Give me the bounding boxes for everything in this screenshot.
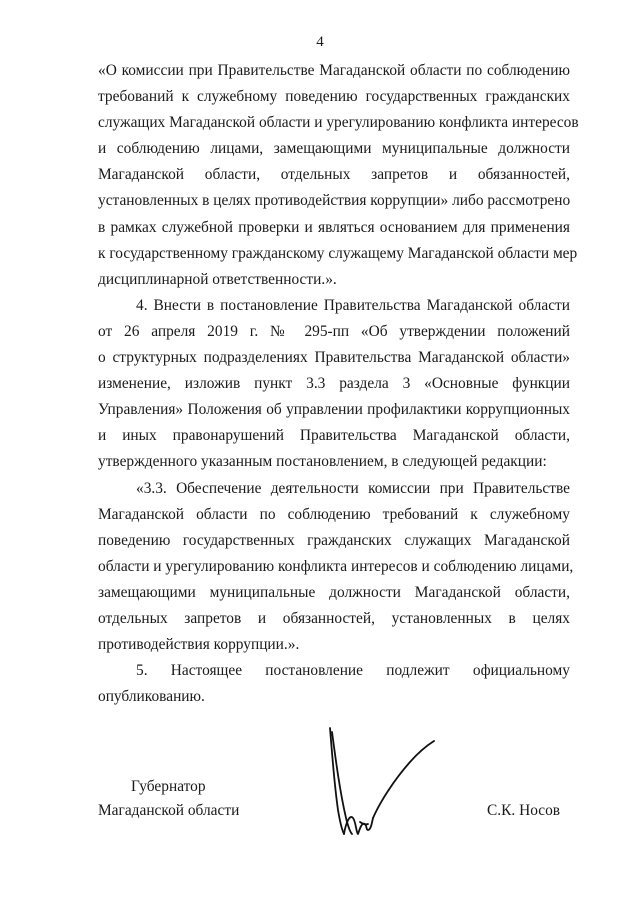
text-line: изменение, изложив пункт 3.3 раздела 3 «Основные функции <box>98 375 570 393</box>
text-line: 5. Настоящее постановление подлежит официальному <box>136 662 570 680</box>
text-line: 4. Внести в постановление Правительства Магаданской области <box>136 296 570 314</box>
handwritten-signature-icon <box>320 722 450 847</box>
text-line: противодействия коррупции.». <box>98 636 300 654</box>
text-line: отдельных запретов и обязанностей, установленных в целях <box>98 609 570 627</box>
text-line: в рамках служебной проверки и являться основанием для применения <box>98 218 570 236</box>
text-line: служащих Магаданской области и урегулированию конфликта интересов <box>98 114 579 132</box>
signatory-position: Губернатор <box>131 778 206 795</box>
signatory-name: С.К. Носов <box>487 802 561 819</box>
text-line: к государственному гражданскому служащему Магаданской области мер <box>98 244 578 262</box>
text-line: «О комиссии при Правительстве Магаданской области по соблюдению <box>98 62 570 79</box>
text-line: утвержденного указанным постановлением, в следующей редакции: <box>98 453 547 471</box>
text-line: Магаданской области, отдельных запретов и обязанностей, <box>98 166 570 184</box>
text-line: требований к служебному поведению государственных гражданских <box>98 88 570 106</box>
text-line: от 26 апреля 2019 г. № 295-пп «Об утверждении положений <box>98 322 570 340</box>
text-line: опубликованию. <box>98 688 205 706</box>
text-line: Магаданской области по соблюдению требований к служебному <box>98 505 570 523</box>
text-line: установленных в целях противодействия коррупции» либо рассмотрено <box>98 192 571 210</box>
text-line: и иных правонарушений Правительства Магаданской области, <box>98 427 570 445</box>
signatory-title <box>98 775 239 823</box>
text-line: Управления» Положения об управлении профилактики коррупционных <box>98 401 570 419</box>
text-line: «3.3. Обеспечение деятельности комиссии при Правительстве <box>136 479 570 497</box>
text-line: поведению государственных гражданских служащих Магаданской <box>98 531 570 549</box>
text-line: и соблюдению лицами, замещающими муниципальные должности <box>98 140 570 158</box>
signatory-region: Магаданской области <box>98 802 240 819</box>
text-line: замещающими муниципальные должности Магаданской области, <box>98 583 570 601</box>
text-line: о структурных подразделениях Правительства Магаданской области» <box>98 349 570 367</box>
text-line: дисциплинарной ответственности.». <box>98 270 337 288</box>
text-line: области и урегулированию конфликта интересов и соблюдению лицами, <box>98 557 574 575</box>
page-number: 4 <box>316 34 324 50</box>
